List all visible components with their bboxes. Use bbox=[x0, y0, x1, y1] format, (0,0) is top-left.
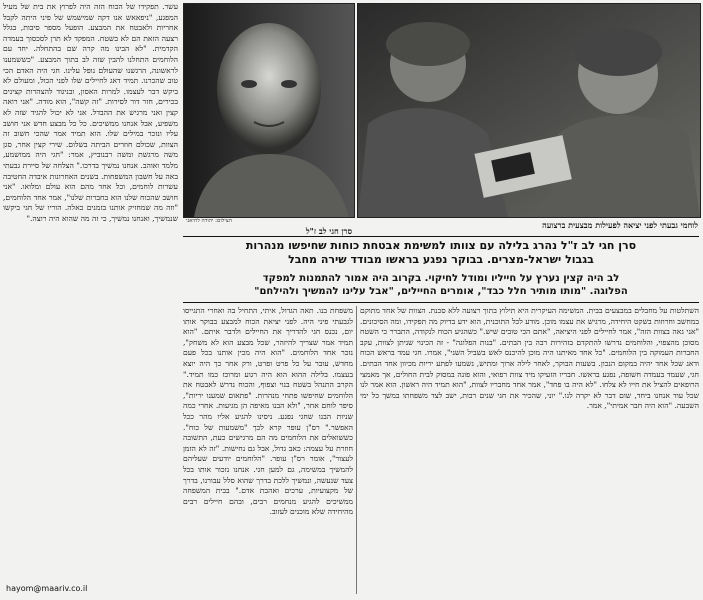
headline-rule-top bbox=[183, 236, 699, 237]
subhead-rule-bottom bbox=[183, 302, 699, 303]
article-text: השתלטות על מחבלים במבצעים בבית. המשימה העיקרית היא תילוץ בתוך רצועה ללא סכנת. הצוות של אחד מתוקם במחשב וחרוזות בשקט היחידה, מרגיש את עצמו מוכן. מודע לכל התוכנית, הוא ידע בדיוק מה תפקידו, ומה הסיכונים. "אני גאה בצוות הזה", אמר לחיילים לפני היציאה, "אתם הכי טובים שיש." כשהגיע הכוח לנקודה, התברר כי השטח מסוכן מהצפוי, והלוחמים נדרשו להתקדם בזהירות רבה בין הבתים. "בנות הפלוגה" - זה הכינוי שניתן לצוות, עקב החברות העמוקה בין הלוחמים. "כל אחד מאיתנו היה מוכן להיכנס לאש בשביל השני", אמרו. חגי עמד בראש הכוח ודאג שכל אחד יהיה במקום הנכון. בשעות הבוקר, לאחר לילה ארוך ומתיש, נשמעו לפתע יריות מכיוון אחד הבתים. חגי, שעמד בעמדה חשופה, נפגע בראשו. חבריו הזעיקו מיד צוות רפואי, והוא פונה במסוק לבית החולים, אך מאמצי הרופאים להציל את חייו לא צלחו. "לא היה בו פחד", אמר אחד מחבריו לצוות, "הוא תמיד היה ראשון. הוא אמר לנו שכל עוד אנחנו ביחד, שום דבר לא יקרה לנו." יוני, שהכיר את חגי שנים רבות, ישב לצד משפחתו במשך כל ימי השבעה. "הוא היה חבר אמיתי", אמר. bbox=[360, 306, 699, 411]
subhead-line-2: הפלוגה. "מותו מותיר חלל כבד", אומרים החיילים, "אבל עלינו להמשיך ולהילחם" bbox=[254, 286, 628, 297]
article-subhead bbox=[183, 272, 699, 300]
soldiers-photo-image bbox=[358, 4, 700, 217]
soldiers-photo bbox=[357, 3, 701, 218]
article-column-right bbox=[360, 306, 699, 596]
portrait-photo bbox=[183, 3, 355, 218]
headline-line-1: סרן חגי לב ז"ל נהרג בלילה עם צוותו למשימת אבטחת כוחות שחיפשו מנהרות bbox=[245, 239, 637, 252]
soldiers-caption: לוחמי גבעתי לפני יציאה לפעילות מבצעית ברצועה bbox=[542, 220, 698, 230]
portrait-photo-image bbox=[184, 4, 354, 217]
article-column-left bbox=[3, 2, 178, 592]
article-text: עשר. תפקידו של הכוח הזה היה לפרוץ את בית של מעיל המפגע, "ניפאאש אנו דקה שמישמש של פיני היתה לקבל אחריות ולאבטח את המבצע. הופעל מספר סיבות, בגלל רצעה הזאת הם לא בשטח. המפקד לא תרן לסכסוך בעמדה הקדמית. "לא הבינו מה קרה שם בהתחלה. יחד עם הלוחמים התחלנו להבין שזה לב בתוך המבצע. "כששמענו לראשונה, הרגשנו שהעולם נופל עלינו. חגי היה האדם הכי טוב שהכרנו. תמיד דאג לחיילים שלו לפני הכול, ומעולם לא ביקש דבר לעצמו. למרות האסון, ובניגוד להצהרות קצינים בכירים, חזר דור לסירות. "זה קשה", הוא מודה. "אני רואה קצין ואני מרגיש את ההבדל. אני לא יכול להגיד שזה לא משפיע, אבל אנחנו ממשיכים. כל כל מבצע חדש אני חושב עליו ונזכר במילים שלו. הוא תמיד אמר שהכי חשוב זה הצוות, שכולם חוזרים הביתה בשלום. שירי קצין אחר, סגן משה מרגשת ומשה רבנוביץ, אמר: "חגי היה ממושמע, מלמד ואוהב. אנחנו נמשיך בדרכו." הצלחה של סיירת גבעתי באה על חשבון המשפחות. בשנים האחרונות איבדה החטיבה עשרות לוחמים, וכל אחד מהם הוא עולם ומלואו. "אני חושב שהכוח שלנו הוא בחברות שלנו", אמר אחד הלוחמים, "וזה מה שמחזיק אותנו בזמנים כאלה. הוריו של חגי ביקשו שנמשיך, ואנחנו נמשיך, כי זה מה שהוא היה רוצה." bbox=[3, 2, 178, 223]
author-email: hayom@maariv.co.il bbox=[6, 584, 88, 593]
column-divider bbox=[356, 306, 357, 594]
headline-line-2: בגבול ישראל-מצרים. בבוקר נפגע בראשו מבודד שירה מחבל bbox=[288, 253, 594, 266]
article-text: משפחת בנו. תאה הגדול, איתי, התחיל בה ואחרי התגייסו לגבעתי פיני היה. לפני יציאת הכוח למבצע בבוקר אותו יום, נכנס חגי להדריך את החיילים ולדבר איתם. "הוא תמיד אמר שצריך להיזהר, שכל מבצע הוא לא משחק", נזכר אחד הלוחמים. "הוא היה מכין אותנו בכל פעם מחדש, עובר על כל פרט ופרט, ורק אחר כך היה יוצא בעצמו. בלילה ההוא הוא היה רגוע ומרוכז כמו תמיד." הקרב התנהל בשטח בנוי וצפוף, והכוח נדרש לאבטח את הלוחמים שחיפשו פתחי מנהרות. "פתאום שמענו יריות", סיפר לוחם אחר, "ולא הבנו מאיפה הן מגיעות. אחרי כמה שניות הבנו שחגי נפגע. ניסינו להגיע אליו מהר ככל האפשר." רס"ן עופר קרא לכך "משמעות של כוח". כששואלים את הלוחמים מה הם מרגישים כעת, התשובה חוזרת על עצמה: כאב גדול, אבל גם נחישות. "זה לא הזמן לעצור", אומר רס"ן עופר. "הלוחמים יודעים שעליהם להמשיך במשימה, גם למען חגי. אנחנו נזכור אותו בכל צעד שנעשה, ונמשיך ללכת בדרך שהוא סלל עבורנו, בדרך של מקצועיות, ערכים ואהבת אדם." בבית המשפחה ממשיכים להגיע מנחמים רבים, ובהם חיילים רבים מהיחידה שלא מוכנים לעזוב. bbox=[183, 306, 353, 517]
article-column-middle bbox=[183, 306, 353, 596]
portrait-caption: סרן חגי לב ז"ל bbox=[305, 226, 352, 236]
subhead-line-1: לב היה קצין נערץ על חייליו ומודל לחיקוי. בקרוב היה אמור להתמנות למפקד bbox=[262, 273, 620, 284]
photo-credit: הצילום: יהודה לחיאני bbox=[186, 218, 232, 224]
article-headline bbox=[183, 239, 699, 269]
